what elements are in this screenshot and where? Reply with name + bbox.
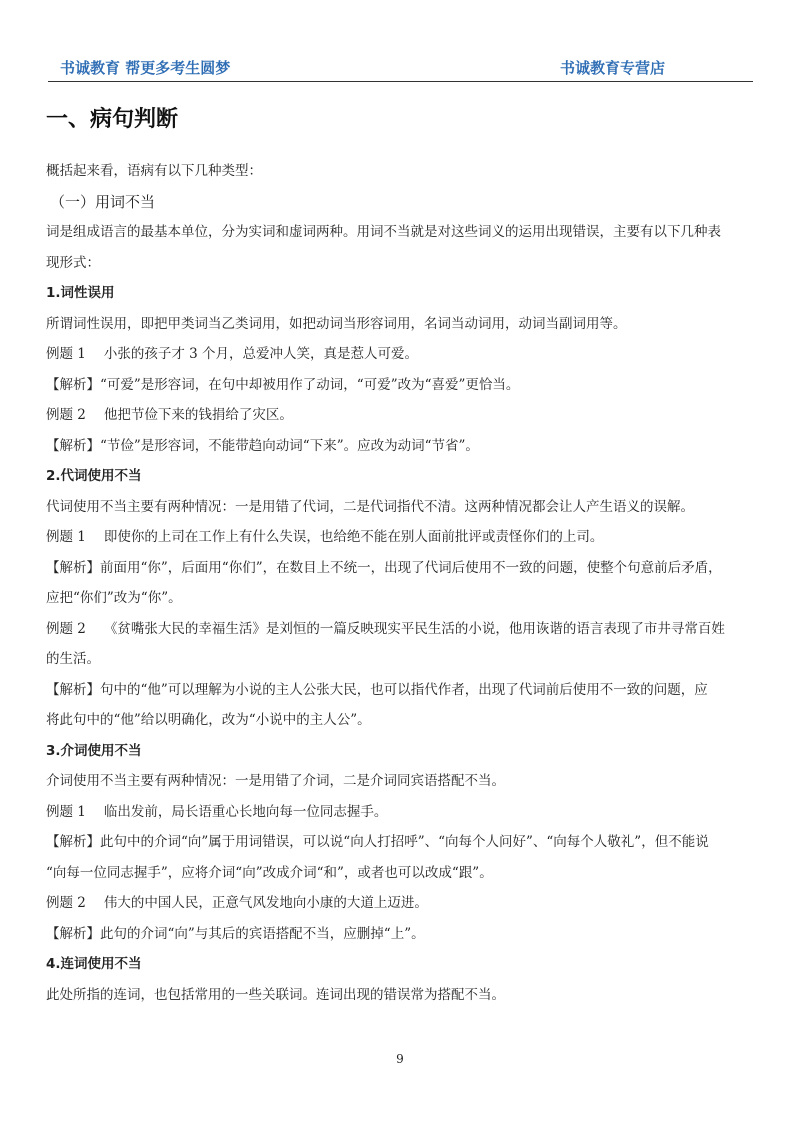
s3-example-2 <box>46 888 758 919</box>
example-tag: 例题 2 <box>46 407 86 423</box>
s2-analysis-2: 【解析】句中的“他”可以理解为小说的主人公张大民，也可以指代作者，出现了代词前后使用不一致的问题，应 <box>46 681 708 698</box>
subsection-heading: （一）用词不当 <box>50 192 156 211</box>
example-text: 他把节俭下来的钱捐给了灾区。 <box>103 407 293 423</box>
example-text: 临出发前，局长语重心长地向每一位同志握手。 <box>103 803 388 820</box>
page-header <box>48 57 753 82</box>
s3-analysis-1-cont: “向每一位同志握手”，应将介词“向”改成介词“和”，或者也可以改成“跟”。 <box>46 864 493 881</box>
s2-analysis-2-cont: 将此句中的“他”给以明确化，改为“小说中的主人公”。 <box>46 712 371 728</box>
header-store-name: 书诚教育专营店 <box>559 59 665 77</box>
s3-analysis-1: 【解析】此句中的介词“向”属于用词错误，可以说“向人打招呼”、“向每个人问好”、“向每个人敬礼”，但不能说 <box>46 834 709 850</box>
example-tag: 例题 1 <box>46 346 86 362</box>
s2-analysis-1: 【解析】前面用“你”，后面用“你们”，在数目上不统一，出现了代词后使用不一致的问题，使整个句意前后矛盾， <box>46 559 722 576</box>
heading-pronoun: 2.代词使用不当 <box>46 468 142 484</box>
intro-text: 概括起来看，语病有以下几种类型： <box>46 163 262 179</box>
overview-text: 词是组成语言的最基本单位，分为实词和虚词两种。用词不当就是对这些词义的运用出现错误，主要有以下几种表 <box>46 224 721 240</box>
page-number: 9 <box>396 1052 404 1066</box>
s3-example-1 <box>46 797 758 828</box>
header-slogan: 书诚教育 帮更多考生圆梦 <box>60 59 231 77</box>
heading-part-of-speech: 1.词性误用 <box>46 285 115 301</box>
s3-analysis-2: 【解析】此句的介词“向”与其后的宾语搭配不当，应删掉“上”。 <box>46 925 425 942</box>
example-text: 《贫嘴张大民的幸福生活》是刘恒的一篇反映现实平民生活的小说，他用诙谐的语言表现了市井寻常百姓 <box>103 620 725 637</box>
s1-description: 所谓词性误用，即把甲类词当乙类词用，如把动词当形容词用，名词当动词用，动词当副词用等。 <box>46 315 627 332</box>
example-text: 即使你的上司在工作上有什么失误，也给绝不能在别人面前批评或责怪你们的上司。 <box>103 529 604 545</box>
s2-example-1 <box>46 522 758 553</box>
heading-preposition: 3.介词使用不当 <box>46 742 142 759</box>
heading-conjunction: 4.连词使用不当 <box>46 956 142 972</box>
example-tag: 例题 1 <box>46 803 86 820</box>
example-text: 伟大的中国人民，正意气风发地向小康的大道上迈进。 <box>103 895 428 911</box>
s1-analysis-2: 【解析】“节俭”是形容词，不能带趋向动词“下来”。应改为动词“节省”。 <box>46 437 479 454</box>
s1-analysis-1: 【解析】“可爱”是形容词，在句中却被用作了动词，“可爱”改为“喜爱”更恰当。 <box>46 376 520 393</box>
section-title: 一、病句判断 <box>46 107 179 132</box>
s1-example-1 <box>46 339 758 370</box>
s2-example-2-cont: 的生活。 <box>46 651 100 667</box>
example-tag: 例题 2 <box>46 895 86 911</box>
document-body <box>46 156 758 1010</box>
s2-analysis-1-cont: 应把“你们”改为“你”。 <box>46 590 182 606</box>
s1-example-2 <box>46 400 758 431</box>
example-tag: 例题 1 <box>46 529 86 545</box>
s2-example-2 <box>46 614 758 645</box>
s3-description: 介词使用不当主要有两种情况：一是用错了介词，二是介词同宾语搭配不当。 <box>46 773 505 789</box>
s2-description: 代词使用不当主要有两种情况：一是用错了代词，二是代词指代不清。这两种情况都会让人产生语义的误解。 <box>46 498 694 515</box>
s4-description: 此处所指的连词，也包括常用的一些关联词。连词出现的错误常为搭配不当。 <box>46 986 505 1003</box>
example-tag: 例题 2 <box>46 620 86 637</box>
overview-text-cont: 现形式： <box>46 254 100 271</box>
example-text: 小张的孩子才 3 个月，总爱冲人笑，真是惹人可爱。 <box>103 346 419 362</box>
